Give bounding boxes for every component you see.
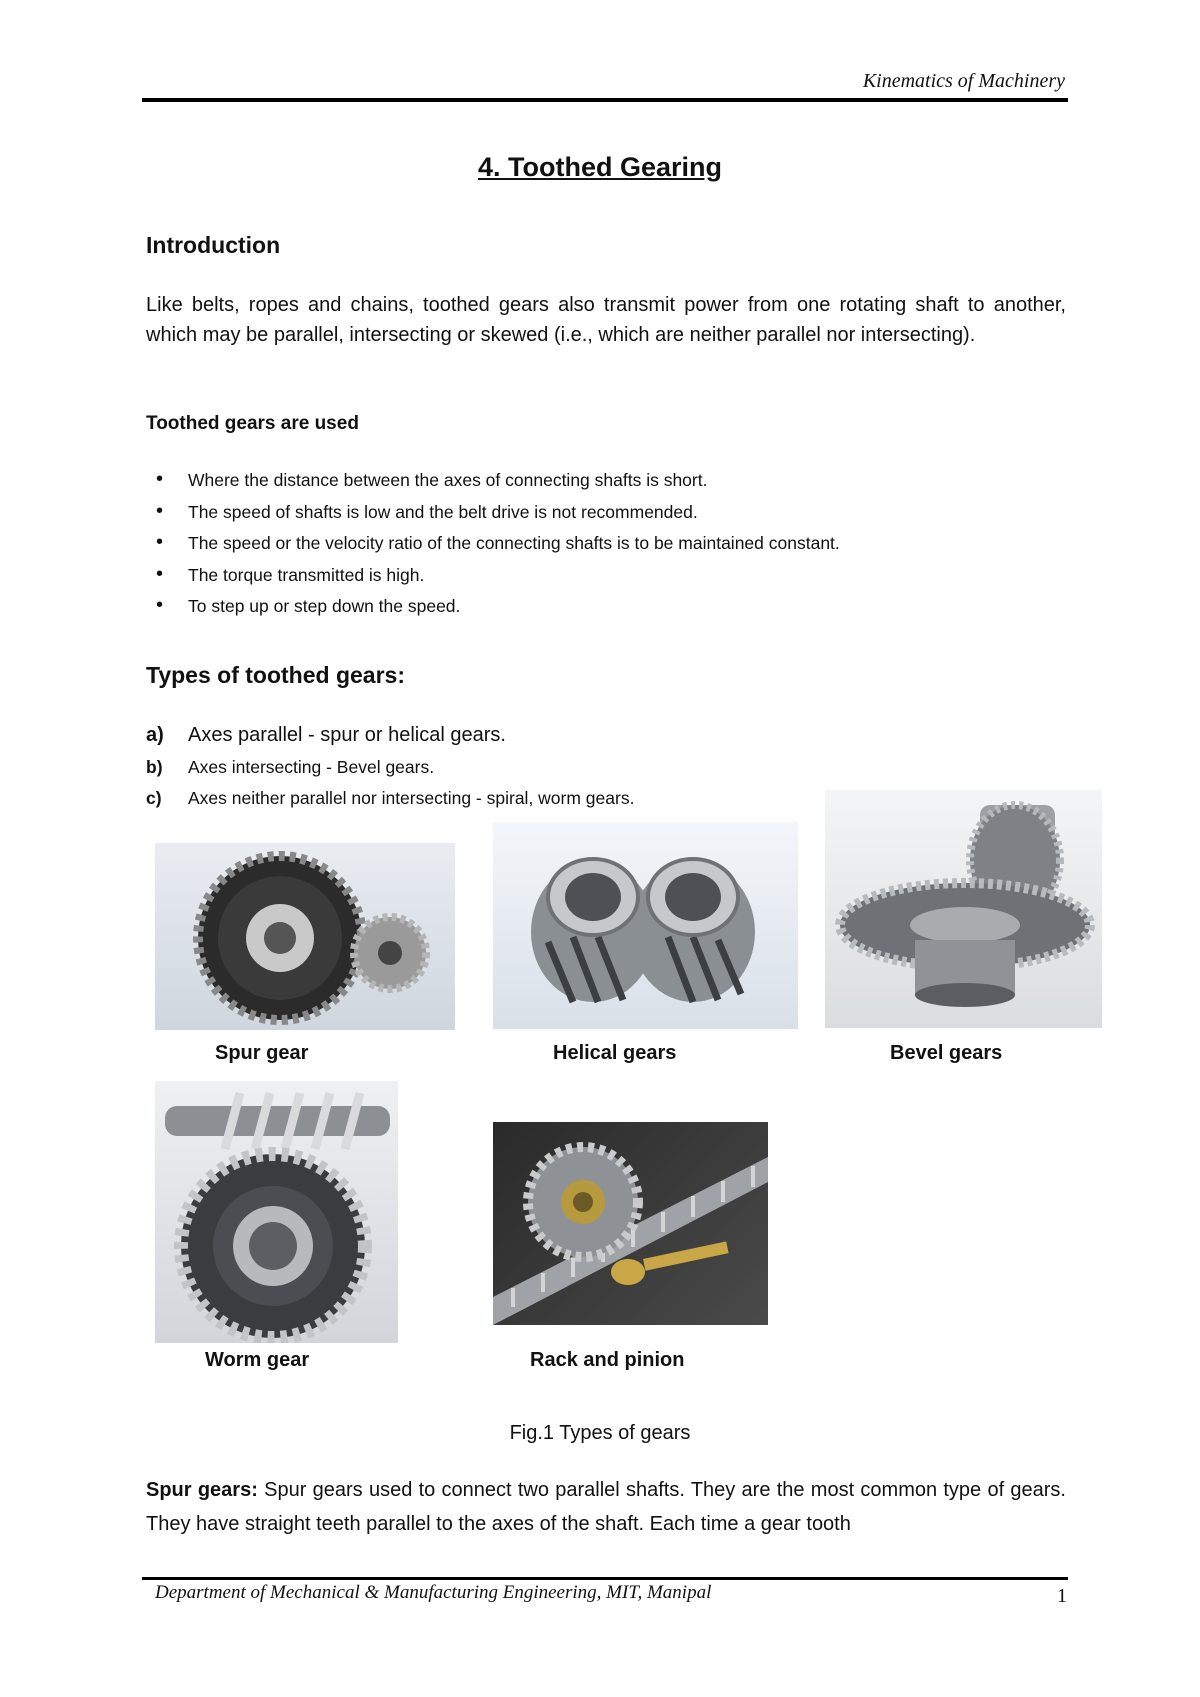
bevel-gears-image [825, 790, 1102, 1028]
spur-gears-label: Spur gears: [146, 1479, 258, 1501]
footer-department: Department of Mechanical & Manufacturing Engineering, MIT, Manipal [155, 1582, 712, 1603]
uses-list [146, 470, 840, 628]
chapter-title: 4. Toothed Gearing [477, 152, 722, 182]
list-item: b) Axes intersecting - Bevel gears. [146, 757, 435, 777]
spur-gears-paragraph [146, 1473, 1066, 1541]
spur-gear-image [155, 843, 455, 1030]
caption-rack-and-pinion: Rack and pinion [530, 1349, 685, 1371]
worm-gear-image [155, 1081, 398, 1343]
caption-spur-gear: Spur gear [215, 1042, 309, 1064]
spur-gears-text: Spur gears used to connect two parallel shafts. They are the most common type of gears. They have straight teeth parallel to the axes of the shaft. Each time a gear tooth [146, 1479, 1066, 1535]
caption-worm-gear: Worm gear [205, 1349, 310, 1371]
uses-heading: Toothed gears are used [146, 413, 359, 434]
list-item: • The speed or the velocity ratio of the connecting shafts is to be maintained constant. [146, 533, 840, 565]
rack-and-pinion-image [493, 1122, 768, 1325]
helical-gears-image [493, 822, 798, 1029]
introduction-text: Like belts, ropes and chains, toothed gears also transmit power from one rotating shaft to another, which may be parallel, intersecting or skewed (i.e., which are neither parallel nor intersecting). [146, 294, 1066, 346]
list-item: c) Axes neither parallel nor intersecting - spiral, worm gears. [146, 788, 635, 808]
types-heading: Types of toothed gears: [146, 662, 405, 688]
running-header: Kinematics of Machinery [862, 70, 1065, 92]
list-item: • Where the distance between the axes of connecting shafts is short. [146, 470, 840, 502]
list-item: • To step up or step down the speed. [146, 596, 840, 628]
list-item: • The torque transmitted is high. [146, 565, 840, 597]
page-number: 1 [1057, 1585, 1067, 1607]
header-rule [142, 98, 1068, 102]
types-list [146, 724, 634, 819]
figure-caption: Fig.1 Types of gears [509, 1422, 691, 1444]
caption-helical-gears: Helical gears [553, 1042, 677, 1064]
caption-bevel-gears: Bevel gears [890, 1042, 1003, 1064]
list-item: • The speed of shafts is low and the belt drive is not recommended. [146, 502, 840, 534]
introduction-heading: Introduction [146, 232, 281, 258]
footer-rule [142, 1577, 1068, 1580]
list-item: a) Axes parallel - spur or helical gears. [146, 724, 506, 746]
